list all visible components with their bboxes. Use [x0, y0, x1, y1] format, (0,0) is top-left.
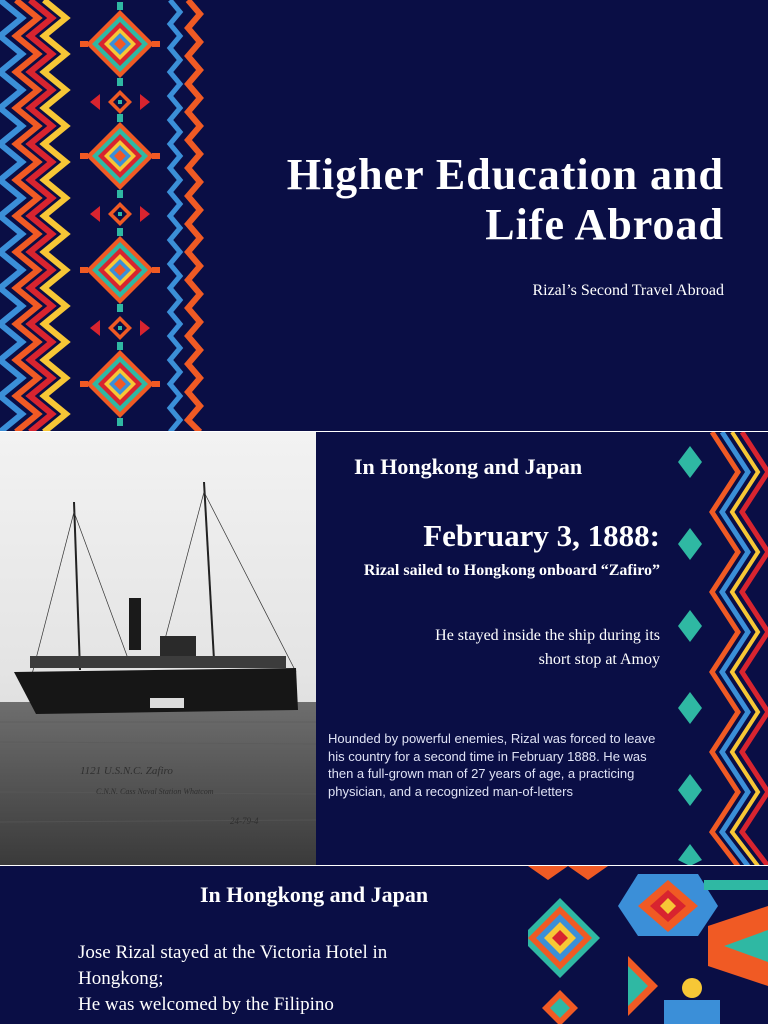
- stayed-line-1: He stayed inside the ship during its: [435, 627, 660, 644]
- zafiro-ship-photo: [0, 432, 316, 866]
- slide-title: [0, 0, 768, 432]
- background-paragraph: Hounded by powerful enemies, Rizal was forced to leave his country for a second time in February 1888. He was then a full-grown man of 27 years of age, a practicing physician, and a recognized man-of-letters: [328, 731, 656, 799]
- subtitle: Rizal’s Second Travel Abroad: [532, 282, 724, 299]
- photo-caption-1: 1121 U.S.N.C. Zafiro: [80, 765, 173, 777]
- slide-victoria-hotel: [0, 866, 768, 1024]
- title-line-2: Life Abroad: [485, 200, 724, 249]
- stayed-text: [360, 624, 660, 672]
- title-line-1: Higher Education and: [286, 150, 724, 199]
- date-heading: February 3, 1888:: [423, 518, 660, 553]
- tribal-pattern-border-right: [668, 432, 768, 866]
- body-line-3: He was welcomed by the Filipino: [78, 994, 334, 1015]
- photo-caption-2: C.N.N. Cass Naval Station Whatcom: [96, 787, 214, 796]
- body-line-2: Hongkong;: [78, 968, 164, 989]
- tribal-pattern-border-left: [0, 0, 205, 432]
- section-heading: In Hongkong and Japan: [200, 882, 429, 907]
- page-title: [204, 150, 724, 250]
- slide-hongkong-japan: [0, 432, 768, 866]
- body-text: [78, 940, 518, 1018]
- stayed-line-2: short stop at Amoy: [538, 651, 660, 668]
- sailed-text: Rizal sailed to Hongkong onboard “Zafiro”: [363, 562, 660, 579]
- photo-caption-3: 24-79-4: [230, 816, 259, 826]
- body-line-1: Jose Rizal stayed at the Victoria Hotel in: [78, 942, 388, 963]
- tribal-pattern-corner: [528, 866, 768, 1024]
- section-heading: In Hongkong and Japan: [354, 454, 583, 479]
